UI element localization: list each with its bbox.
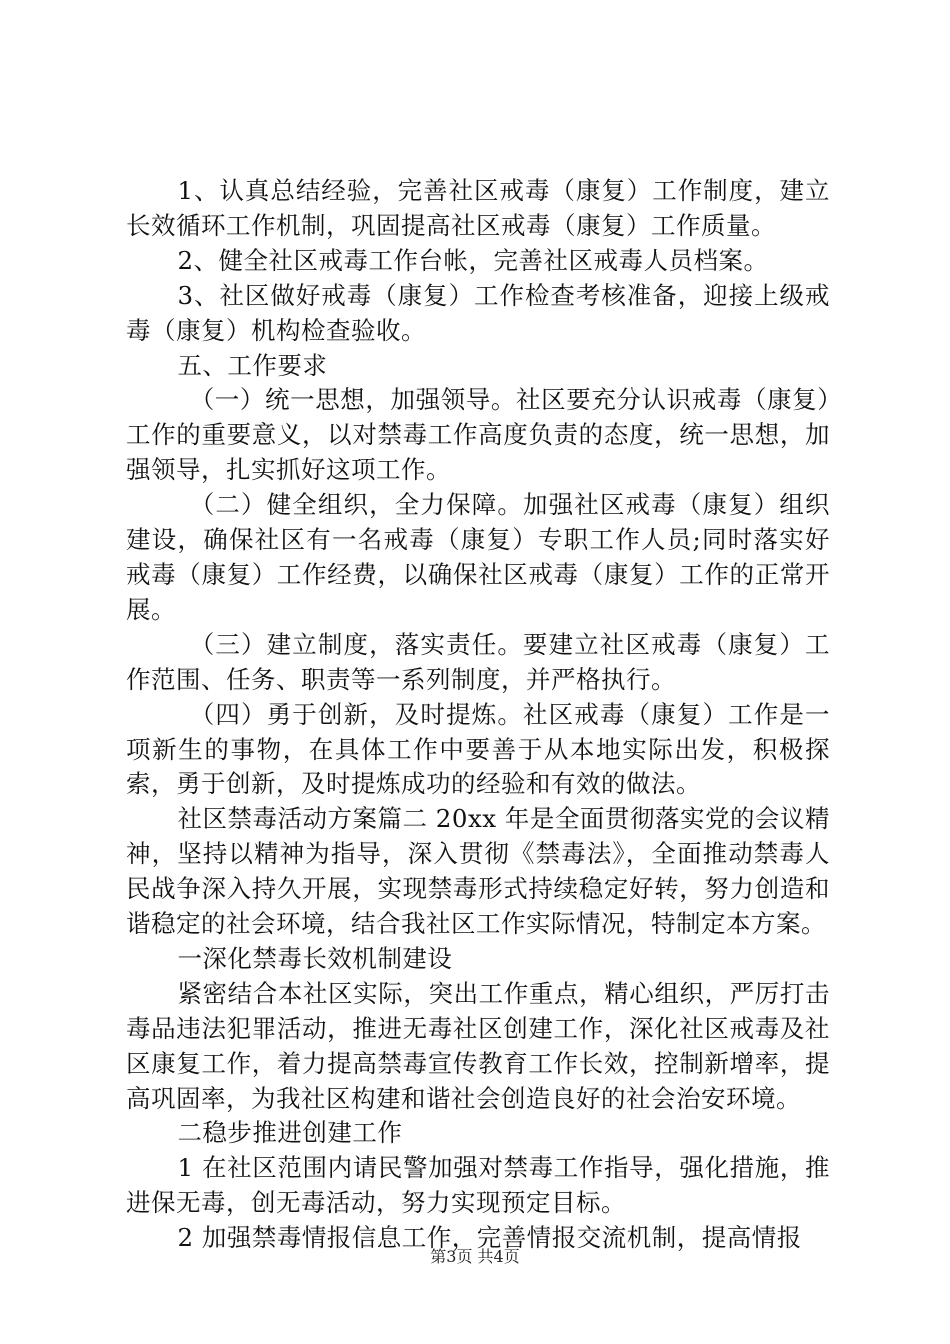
paragraph-creation-2: 2 加强禁毒情报信息工作，完善情报交流机制，提高情报 [177, 1223, 802, 1253]
section-heading-mechanism: 一深化禁毒长效机制建设 [177, 943, 453, 973]
section-heading-work-requirements: 五、工作要求 [177, 350, 328, 380]
paragraph-requirement-1: （一）统一思想，加强领导。社区要充分认识戒毒（康复）工作的重要意义，以对禁毒工作高度负责的态度，统一思想，加强领导，扎实抓好这项工作。 [126, 385, 830, 485]
paragraph-requirement-4: （四）勇于创新，及时提炼。社区戒毒（康复）工作是一项新生的事物，在具体工作中要善于从本地实际出发，积极探索，勇于创新，及时提炼成功的经验和有效的做法。 [126, 699, 830, 799]
document-body [126, 174, 830, 1256]
page-footer: 第3页 共4页 [430, 1247, 520, 1266]
paragraph-3: 3、社区做好戒毒（康复）工作检查考核准备，迎接上级戒毒（康复）机构检查验收。 [126, 280, 830, 345]
paragraph-2: 2、健全社区戒毒工作台帐，完善社区戒毒人员档案。 [177, 245, 769, 275]
paragraph-mechanism: 紧密结合本社区实际，突出工作重点，精心组织，严厉打击毒品违法犯罪活动，推进无毒社区创建工作，深化社区戒毒及社区康复工作，着力提高禁毒宣传教育工作长效，控制新增率，提高巩固率，为我社区构建和谐社会创造良好的社会治安环境。 [126, 978, 830, 1113]
paragraph-requirement-3: （三）建立制度，落实责任。要建立社区戒毒（康复）工作范围、任务、职责等一系列制度，并严格执行。 [126, 629, 830, 694]
paragraph-1: 1、认真总结经验，完善社区戒毒（康复）工作制度，建立长效循环工作机制，巩固提高社区戒毒（康复）工作质量。 [126, 176, 830, 240]
section-heading-creation-work: 二稳步推进创建工作 [177, 1118, 403, 1148]
paragraph-requirement-2: （二）健全组织，全力保障。加强社区戒毒（康复）组织建设，确保社区有一名戒毒（康复）专职工作人员;同时落实好戒毒（康复）工作经费，以确保社区戒毒（康复）工作的正常开展。 [126, 490, 830, 624]
paragraph-creation-1: 1 在社区范围内请民警加强对禁毒工作指导，强化措施，推进保无毒，创无毒活动，努力实现预定目标。 [126, 1153, 830, 1218]
paragraph-plan-two-intro: 社区禁毒活动方案篇二 20xx 年是全面贯彻落实党的会议精神，坚持以精神为指导，深入贯彻《禁毒法》，全面推动禁毒人民战争深入持久开展，实现禁毒形式持续稳定好转，努力创造和谐稳定的社会环境，结合我社区工作实际情况，特制定本方案。 [126, 804, 830, 939]
